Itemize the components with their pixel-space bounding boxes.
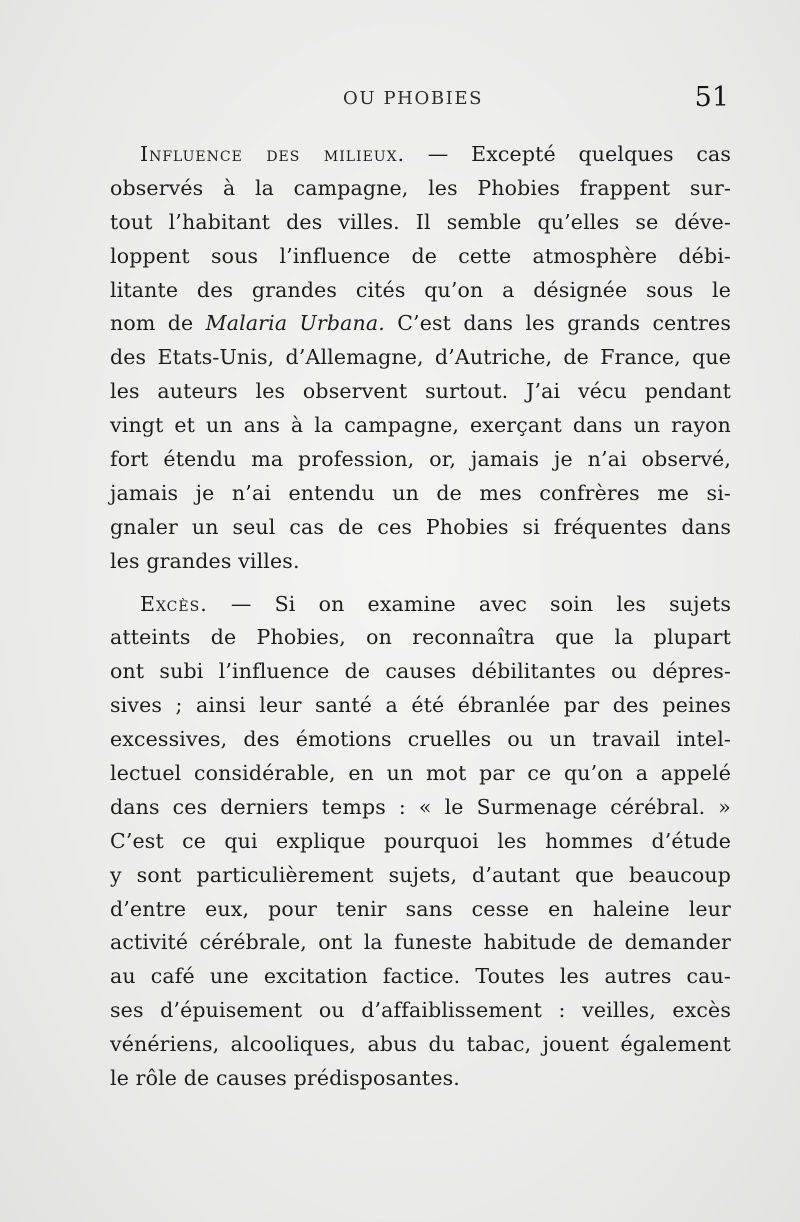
- text-line: nom de Malaria Urbana. C’est dans les grands centres: [110, 311, 732, 336]
- text-line: dans ces derniers temps : « le Surmenage cérébral. »: [110, 794, 731, 819]
- text-line: jamais je n’ai entendu un de mes confrères me si-: [110, 480, 731, 505]
- text-line: gnaler un seul cas de ces Phobies si fréquentes dans: [110, 514, 731, 539]
- text-line: activité cérébrale, ont la funeste habitude de demander: [110, 930, 731, 955]
- text-line: loppent sous l’influence de cette atmosphère débi-: [110, 243, 731, 268]
- text-line: les auteurs les observent surtout. J’ai vécu pendant: [110, 379, 731, 404]
- text-line: litante des grandes cités qu’on a désignée sous le: [110, 277, 731, 302]
- italic-term: Malaria Urbana.: [205, 311, 385, 336]
- text-line: vénériens, alcooliques, abus du tabac, jouent également: [110, 1032, 731, 1057]
- section-heading: Excès.: [140, 591, 208, 616]
- text-line: y sont particulièrement sujets, d’autant que beaucoup: [110, 862, 731, 887]
- text-line: des Etats-Unis, d’Allemagne, d’Autriche, de France, que: [110, 345, 731, 370]
- text-line: ont subi l’influence de causes débilitantes ou dépres-: [110, 659, 731, 684]
- text-line: tout l’habitant des villes. Il semble qu’elles se déve-: [110, 209, 731, 234]
- running-head-title: OU PHOBIES: [343, 88, 484, 109]
- text-line: lectuel considérable, en un mot par ce qu’on a appelé: [110, 761, 731, 786]
- text-line: d’entre eux, pour tenir sans cesse en haleine leur: [110, 896, 731, 921]
- text-line: sives ; ainsi leur santé a été ébranlée par des peines: [110, 693, 731, 718]
- text-line: observés à la campagne, les Phobies frappent sur-: [110, 175, 731, 200]
- text-line: vingt et un ans à la campagne, exerçant dans un rayon: [110, 413, 731, 438]
- text-line: Influence des milieux. — Excepté quelques cas: [140, 142, 731, 166]
- text-line: les grandes villes.: [110, 548, 300, 573]
- body-text: [110, 138, 731, 1096]
- running-head: [0, 82, 800, 116]
- text-line: excessives, des émotions cruelles ou un travail intel-: [110, 727, 731, 752]
- paragraph-influence: [110, 138, 731, 579]
- text-line: le rôle de causes prédisposantes.: [110, 1066, 460, 1091]
- text-line: ses d’épuisement ou d’affaiblissement : veilles, excès: [110, 998, 731, 1023]
- text-line: fort étendu ma profession, or, jamais je n’ai observé,: [110, 447, 731, 472]
- text-line: Excès. — Si on examine avec soin les sujets: [140, 591, 731, 616]
- text-line: au café une excitation factice. Toutes les autres cau-: [110, 964, 731, 989]
- page-number: 51: [694, 82, 729, 113]
- text-line: atteints de Phobies, on reconnaîtra que la plupart: [110, 625, 731, 650]
- paragraph-exces: [110, 588, 731, 1096]
- text-line: C’est ce qui explique pourquoi les hommes d’étude: [110, 828, 731, 853]
- section-heading: Influence des milieux.: [140, 142, 406, 166]
